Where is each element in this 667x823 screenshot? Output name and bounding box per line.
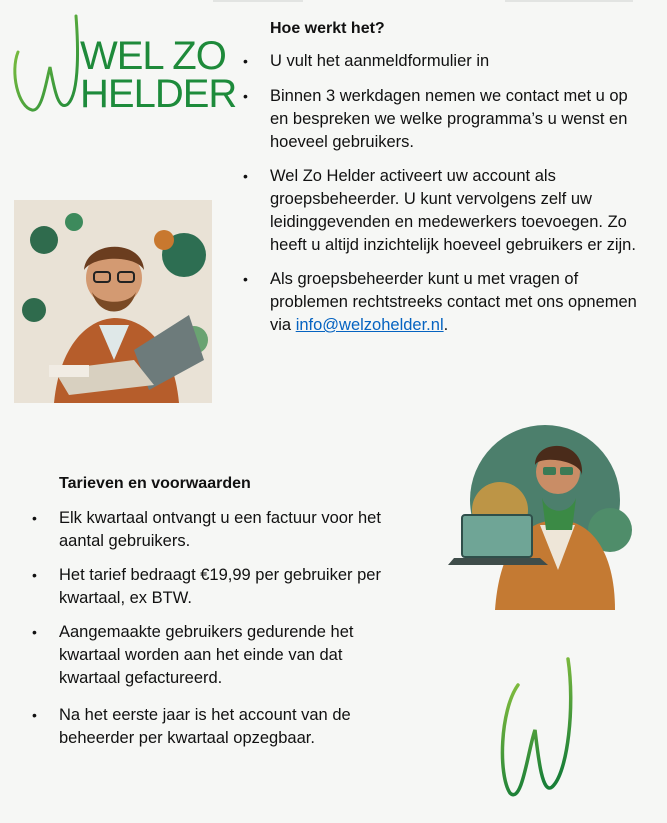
- how-it-works-title: Hoe werkt het?: [270, 20, 385, 37]
- how-it-works-section: [243, 20, 650, 337]
- bullet-icon: •: [32, 707, 37, 723]
- list-item: • Het tarief bedraagt €19,99 per gebruiker per kwartaal, ex BTW.: [32, 566, 381, 607]
- logo-line-2: HELDER: [80, 72, 237, 116]
- tariffs-title: Tarieven en voorwaarden: [59, 475, 251, 492]
- list-item: • U vult het aanmeldformulier in: [270, 50, 650, 73]
- list-item: • Na het eerste jaar is het account van de beheerder per kwartaal opzegbaar.: [32, 706, 351, 747]
- list-item: • Binnen 3 werkdagen nemen we contact met u op en bespreken we welke programma’s u wenst en hoeveel gebruikers.: [243, 87, 628, 151]
- bullet-icon: •: [243, 271, 248, 287]
- bullet-icon: •: [243, 53, 248, 69]
- tariffs-list: [32, 507, 399, 750]
- brand-logo: [10, 12, 237, 117]
- top-divider-right: [505, 0, 633, 2]
- logo-line-1: WEL ZO: [80, 34, 226, 78]
- bullet-icon: •: [32, 510, 37, 526]
- bullet-icon: •: [243, 168, 248, 184]
- top-divider-left: [213, 0, 303, 2]
- list-item: • Elk kwartaal ontvangt u een factuur voor het aantal gebruikers.: [32, 509, 381, 550]
- how-it-works-list: [243, 50, 650, 337]
- email-link[interactable]: info@welzohelder.nl: [295, 316, 444, 334]
- list-item: • Als groepsbeheerder kunt u met vragen of problemen rechtstreeks contact met ons opnemen via info@welzohelder.nl.: [243, 270, 637, 334]
- bullet-icon: •: [32, 624, 37, 640]
- list-item: • Aangemaakte gebruikers gedurende het kwartaal worden aan het einde van dat kwartaal gefactureerd.: [32, 623, 354, 687]
- decorative-w-swoosh: [480, 655, 590, 805]
- illustration-woman-laptop: [440, 420, 640, 610]
- logo-wordmark: [80, 34, 237, 116]
- list-item: • Wel Zo Helder activeert uw account als groepsbeheerder. U kunt vervolgens zelf uw leidinggevenden en medewerkers toevoegen. Zo heeft u altijd inzichtelijk hoeveel gebruikers er zijn.: [243, 167, 636, 254]
- tariffs-section: [32, 475, 399, 750]
- bullet-icon: •: [243, 88, 248, 104]
- bullet-icon: •: [32, 567, 37, 583]
- illustration-man-laptop: [14, 200, 212, 403]
